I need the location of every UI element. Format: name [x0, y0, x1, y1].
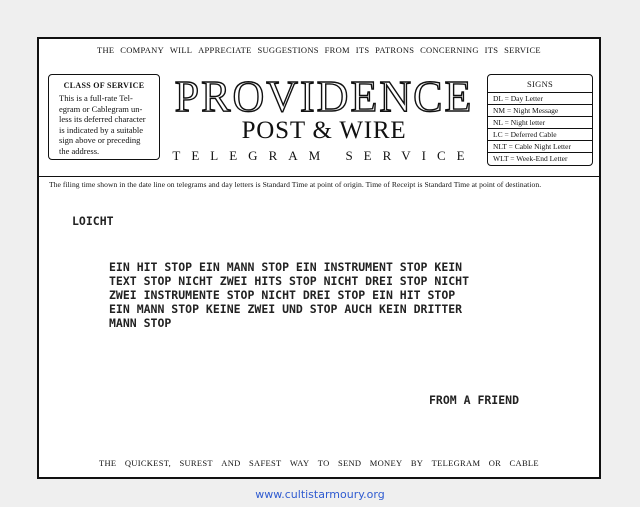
header-word: WILL: [169, 45, 193, 55]
header-word: FROM: [324, 45, 350, 55]
class-of-service-line: is indicated by a suitable: [59, 124, 144, 135]
footer-word: MONEY: [369, 458, 403, 468]
message-line: EIN MANN STOP KEINE ZWEI UND STOP AUCH KEIN DRITTER: [109, 302, 463, 316]
footer-word: SEND: [337, 458, 362, 468]
money-slogan-line: [99, 458, 539, 468]
sign-row: LC = Deferred Cable: [488, 128, 592, 140]
header-word: COMPANY: [120, 45, 165, 55]
header-word: ITS: [484, 45, 499, 55]
sign-row: DL = Day Letter: [488, 92, 592, 104]
brand-service: TELEGRAM SERVICE: [172, 148, 476, 163]
header-word: APPRECIATE: [198, 45, 252, 55]
footer-word: WAY: [289, 458, 310, 468]
footer-word: SAFEST: [249, 458, 282, 468]
sign-row: NLT = Cable Night Letter: [488, 140, 592, 152]
telegram-form: [37, 37, 601, 479]
brand-name: PROVIDENCE: [174, 72, 474, 121]
signs-box: [487, 74, 593, 166]
recipient: LOICHT: [72, 214, 114, 228]
header-word: ITS: [355, 45, 370, 55]
message-line: EIN HIT STOP EIN MANN STOP EIN INSTRUMENT STOP KEIN: [109, 260, 463, 274]
header-word: PATRONS: [375, 45, 415, 55]
message-line: ZWEI INSTRUMENTE STOP NICHT DREI STOP EIN HIT STOP: [109, 288, 456, 302]
signs-title: SIGNS: [526, 79, 554, 89]
class-of-service-title: CLASS OF SERVICE: [63, 81, 145, 90]
brand-logo: [165, 72, 483, 164]
sender: FROM A FRIEND: [429, 393, 520, 407]
class-of-service-box: [48, 74, 160, 160]
sign-row: NL = Night letter: [488, 116, 592, 128]
class-of-service-line: sign above or preceding: [59, 135, 141, 145]
header-word: CONCERNING: [420, 45, 479, 55]
class-of-service-line: the address.: [59, 145, 100, 156]
class-of-service-line: less its deferred character: [59, 114, 146, 124]
footer-word: QUICKEST,: [124, 458, 172, 468]
sign-row: NM = Night Message: [488, 104, 592, 116]
sign-row: WLT = Week-End Letter: [488, 152, 592, 164]
class-of-service-text: [49, 93, 159, 156]
filing-time-notice: The filing time shown in the date line on telegrams and day letters is Standard Time at point of origin. Time of Receipt is Standard Time at point of destination.: [49, 180, 542, 189]
footer-word: AND: [221, 458, 241, 468]
header-word: THE: [97, 45, 115, 55]
footer-word: CABLE: [509, 458, 539, 468]
message-line: MANN STOP: [109, 316, 172, 330]
footer-word: OR: [488, 458, 502, 468]
company-suggestion-line: [97, 45, 541, 55]
header-word: SERVICE: [504, 45, 541, 55]
message-line: TEXT STOP NICHT ZWEI HITS STOP NICHT DREI STOP NICHT: [109, 274, 470, 288]
class-of-service-line: egram or Cablegram un-: [59, 103, 143, 114]
message-body: [109, 260, 469, 330]
header-word: SUGGESTIONS: [257, 45, 319, 55]
watermark-link[interactable]: www.cultistarmoury.org: [255, 488, 385, 501]
brand-subtitle: POST & WIRE: [241, 117, 407, 144]
footer-word: BY: [410, 458, 424, 468]
class-of-service-line: This is a full-rate Tel-: [59, 93, 133, 103]
footer-word: TELEGRAM: [431, 458, 481, 468]
footer-word: SUREST: [179, 458, 213, 468]
footer-word: THE: [99, 458, 117, 468]
header-divider: [39, 176, 599, 177]
footer-word: TO: [317, 458, 330, 468]
